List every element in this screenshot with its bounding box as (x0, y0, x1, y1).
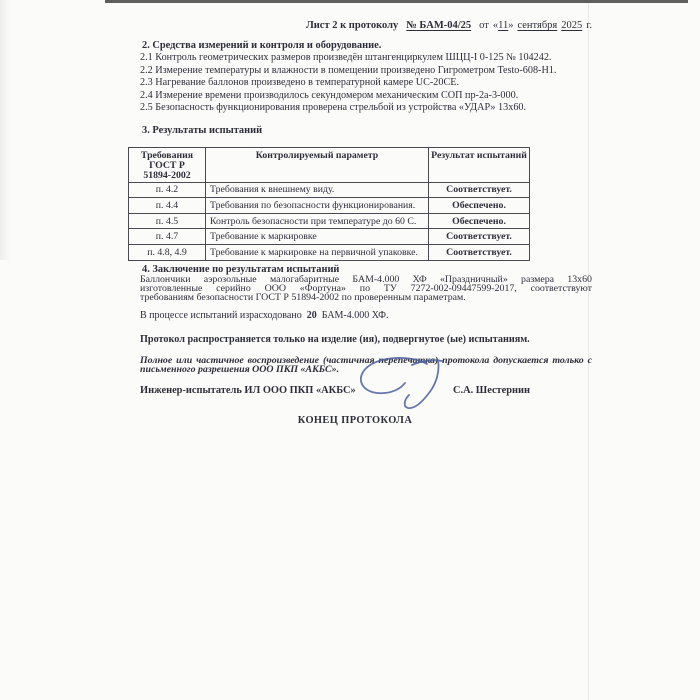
signature-block (140, 385, 592, 405)
conclusion-paragraph (140, 276, 592, 302)
col-header-requirements (129, 148, 206, 183)
list-item: 2.2 Измерение температуры и влажности в помещении произведено Гигрометром Testo-608-H1. (140, 64, 557, 76)
consumed-line (140, 310, 592, 321)
param-cell: Требования к внешнему виду. (206, 182, 429, 198)
req-cell: п. 4.4 (129, 198, 206, 214)
table-row (129, 244, 530, 260)
req-cell: п. 4.7 (129, 229, 206, 245)
reproduction-line: письменного разрешения ООО ПКП «АКБС». (140, 363, 340, 375)
document-content (140, 0, 592, 700)
sheet-header-line (140, 20, 592, 31)
req-cell: п. 4.5 (129, 213, 206, 229)
year-suffix: г. (586, 20, 592, 31)
paragraph-line: требованиям безопасности ГОСТ Р 51894-2002 по проверенным параметрам. (140, 291, 466, 303)
end-of-protocol: КОНЕЦ ПРОТОКОЛА (297, 415, 413, 426)
protocol-year: 2025 (561, 20, 583, 31)
col-header-line: Требования (140, 150, 194, 161)
consumed-count: 20 (306, 310, 317, 321)
section4-title: 4. Заключение по результатам испытаний (142, 264, 340, 275)
param-cell: Требование к маркировке на первичной упаковке. (206, 244, 429, 260)
param-cell: Требование к маркировке (206, 229, 429, 245)
day-quote-close: » (508, 20, 514, 31)
table-row (129, 213, 530, 229)
protocol-number: № БАМ-04/25 (406, 20, 472, 31)
sheet-label: Лист 2 к протоколу (305, 20, 399, 31)
engineer-role: Инженер-испытатель ИЛ ООО ПКП «АКБС» (140, 385, 356, 396)
table-row (129, 229, 530, 245)
consumed-prefix: В процессе испытаний израсходовано (140, 310, 302, 321)
list-item: 2.3 Нагревание баллонов произведено в температурной камере UC-20CE. (140, 77, 460, 89)
protocol-month: сентября (517, 20, 558, 31)
distribution-note: Протокол распространяется только на изделие (ия), подвергнутое (ые) испытаниям. (140, 334, 530, 345)
list-item: 2.5 Безопасность функционирования проверена стрельбой из устройства «УДАР» 13х60. (140, 102, 527, 114)
result-cell: Обеспечено. (429, 198, 530, 214)
section2-list (140, 52, 592, 115)
list-item: 2.4 Измерение времени производилось секундомером механическим СОП пр-2а-3-000. (140, 89, 519, 101)
consumed-suffix: БАМ-4.000 ХФ. (321, 310, 389, 321)
paragraph-line: Баллончики аэрозольные малогабаритные БАМ-4.000 ХФ «Праздничный» размера 13х60 (140, 274, 592, 285)
table-row (129, 198, 530, 214)
scan-left-shadow (0, 0, 10, 260)
result-cell: Соответствует. (429, 182, 530, 198)
paragraph-line: изготовленные серийно ООО «Фортуна» по ТУ 7272-002-09447599-2017, соответствуют (140, 282, 592, 294)
result-cell: Обеспечено. (429, 213, 530, 229)
req-cell: п. 4.8, 4.9 (129, 244, 206, 260)
req-cell: п. 4.2 (129, 182, 206, 198)
protocol-day: 11 (498, 20, 509, 31)
table-header-row (129, 148, 530, 183)
result-cell: Соответствует. (429, 229, 530, 245)
col-header-result: Результат испытаний (429, 148, 530, 183)
engineer-name: С.А. Шестернин (453, 385, 531, 396)
col-header-line: 51894-2002 (143, 170, 191, 182)
results-table (128, 147, 530, 261)
from-label: от (479, 20, 489, 31)
table-row (129, 182, 530, 198)
col-header-line: ГОСТ Р (149, 160, 185, 172)
param-cell: Требования по безопасности функционирования. (206, 198, 429, 214)
param-cell: Контроль безопасности при температуре до 60 С. (206, 213, 429, 229)
section3-title: 3. Результаты испытаний (142, 125, 263, 136)
reproduction-line: Полное или частичное воспроизведение (частичная перепечатка) протокола допускается только с (140, 355, 592, 366)
col-header-parameter: Контролируемый параметр (206, 148, 429, 183)
section2-title: 2. Средства измерений и контроля и оборудование. (142, 40, 382, 51)
result-cell: Соответствует. (429, 244, 530, 260)
list-item: 2.1 Контроль геометрических размеров произведён штангенциркулем ШЦЦ-I 0-125 № 104242. (140, 52, 552, 63)
day-quote-open: « (492, 20, 499, 31)
